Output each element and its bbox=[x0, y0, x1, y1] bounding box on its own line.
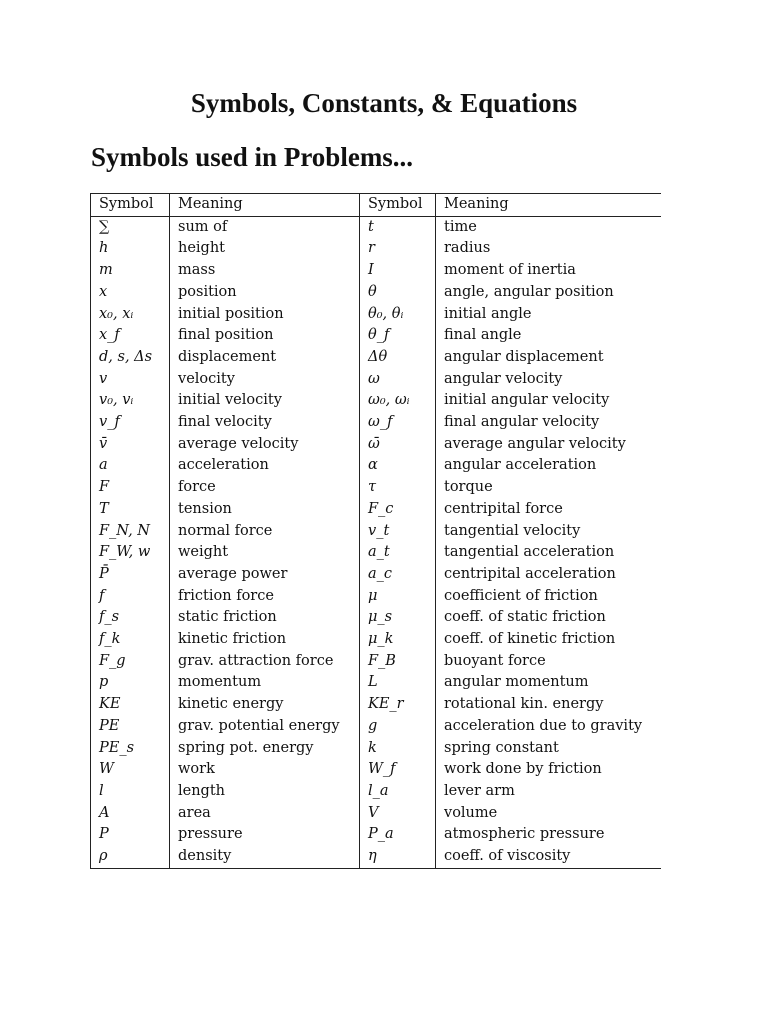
table-body bbox=[91, 216, 661, 868]
cell-symbol-1: PE_s bbox=[91, 738, 170, 760]
table-row bbox=[91, 412, 661, 434]
cell-symbol-2: I bbox=[360, 260, 436, 282]
cell-symbol-1: v_f bbox=[91, 412, 170, 434]
cell-symbol-1: P bbox=[91, 824, 170, 846]
cell-symbol-2: t bbox=[360, 216, 436, 238]
cell-symbol-1: KE bbox=[91, 694, 170, 716]
cell-meaning-1: pressure bbox=[170, 824, 360, 846]
table-row bbox=[91, 434, 661, 456]
cell-meaning-1: static friction bbox=[170, 607, 360, 629]
cell-symbol-2: θ₀, θᵢ bbox=[360, 304, 436, 326]
cell-symbol-2: θ bbox=[360, 282, 436, 304]
cell-meaning-1: force bbox=[170, 477, 360, 499]
cell-meaning-2: coefficient of friction bbox=[444, 587, 598, 604]
cell-symbol-1: d, s, Δs bbox=[91, 347, 170, 369]
cell-meaning-1: grav. attraction force bbox=[170, 651, 360, 673]
cell-meaning-1: grav. potential energy bbox=[170, 716, 360, 738]
cell-meaning-1: tension bbox=[170, 499, 360, 521]
cell-meaning-2: volume bbox=[444, 804, 498, 821]
cell-symbol-2: r bbox=[360, 238, 436, 260]
cell-meaning-1: initial velocity bbox=[170, 390, 360, 412]
cell-meaning-1: sum of bbox=[170, 216, 360, 238]
table-row bbox=[91, 260, 661, 282]
cell-meaning-2: angular momentum bbox=[444, 674, 589, 691]
table-row bbox=[91, 738, 661, 760]
cell-symbol-1: f bbox=[91, 586, 170, 608]
cell-meaning-2: average angular velocity bbox=[444, 435, 626, 452]
cell-meaning-2: angle, angular position bbox=[444, 283, 614, 300]
header-meaning-1: Meaning bbox=[170, 194, 360, 217]
cell-symbol-1: a bbox=[91, 455, 170, 477]
cell-symbol-1: PE bbox=[91, 716, 170, 738]
cell-symbol-2: α bbox=[360, 455, 436, 477]
cell-symbol-2: τ bbox=[360, 477, 436, 499]
cell-meaning-1: velocity bbox=[170, 369, 360, 391]
cell-meaning-1: average power bbox=[170, 564, 360, 586]
header-symbol-1: Symbol bbox=[91, 194, 170, 217]
table-row bbox=[91, 282, 661, 304]
table-row bbox=[91, 216, 661, 238]
cell-meaning-2: spring constant bbox=[444, 739, 559, 756]
cell-meaning-2: angular velocity bbox=[444, 370, 563, 387]
cell-meaning-1: length bbox=[170, 781, 360, 803]
cell-meaning-1: average velocity bbox=[170, 434, 360, 456]
cell-meaning-2: buoyant force bbox=[444, 652, 546, 669]
cell-symbol-1: f_k bbox=[91, 629, 170, 651]
symbols-table bbox=[90, 193, 661, 869]
table-row bbox=[91, 521, 661, 543]
cell-meaning-2: atmospheric pressure bbox=[444, 826, 605, 843]
cell-meaning-2: moment of inertia bbox=[444, 262, 576, 279]
cell-symbol-2: θ_f bbox=[360, 325, 436, 347]
cell-symbol-1: x bbox=[91, 282, 170, 304]
cell-meaning-2: radius bbox=[444, 240, 491, 257]
cell-meaning-2: angular acceleration bbox=[444, 457, 597, 474]
cell-meaning-1: final position bbox=[170, 325, 360, 347]
cell-symbol-2: ω bbox=[360, 369, 436, 391]
cell-symbol-1: v bbox=[91, 369, 170, 391]
cell-symbol-1: ρ bbox=[91, 846, 170, 868]
cell-meaning-2: acceleration due to gravity bbox=[444, 717, 643, 734]
cell-meaning-1: work bbox=[170, 759, 360, 781]
cell-meaning-2: initial angle bbox=[444, 305, 532, 322]
table-row bbox=[91, 694, 661, 716]
table-row bbox=[91, 564, 661, 586]
cell-meaning-2: centripital force bbox=[444, 500, 563, 517]
header-symbol-2: Symbol bbox=[360, 194, 436, 217]
cell-meaning-2: tangential acceleration bbox=[444, 544, 615, 561]
table-row bbox=[91, 542, 661, 564]
cell-meaning-2: centripital acceleration bbox=[444, 565, 616, 582]
table-row bbox=[91, 369, 661, 391]
cell-meaning-1: mass bbox=[170, 260, 360, 282]
cell-symbol-1: F bbox=[91, 477, 170, 499]
cell-symbol-1: x_f bbox=[91, 325, 170, 347]
table-row bbox=[91, 607, 661, 629]
cell-meaning-1: density bbox=[170, 846, 360, 868]
table-row bbox=[91, 304, 661, 326]
cell-symbol-2: F_c bbox=[360, 499, 436, 521]
cell-meaning-1: kinetic friction bbox=[170, 629, 360, 651]
cell-symbol-2: V bbox=[360, 803, 436, 825]
cell-symbol-2: η bbox=[360, 846, 436, 868]
cell-symbol-1: l bbox=[91, 781, 170, 803]
table-header-row bbox=[91, 194, 661, 217]
cell-meaning-2: work done by friction bbox=[444, 761, 602, 778]
cell-meaning-2: coeff. of viscosity bbox=[444, 848, 571, 865]
cell-symbol-2: μ_k bbox=[360, 629, 436, 651]
cell-meaning-2: coeff. of static friction bbox=[444, 609, 606, 626]
table-row bbox=[91, 325, 661, 347]
cell-meaning-1: kinetic energy bbox=[170, 694, 360, 716]
cell-meaning-2: angular displacement bbox=[444, 348, 604, 365]
cell-symbol-1: F_N, N bbox=[91, 521, 170, 543]
cell-symbol-1: A bbox=[91, 803, 170, 825]
header-meaning-2: Meaning bbox=[436, 194, 661, 217]
cell-symbol-2: F_B bbox=[360, 651, 436, 673]
cell-meaning-2: time bbox=[444, 218, 477, 235]
table-row bbox=[91, 651, 661, 673]
cell-meaning-2: final angle bbox=[444, 327, 522, 344]
table-row bbox=[91, 716, 661, 738]
cell-symbol-1: m bbox=[91, 260, 170, 282]
section-title: Symbols used in Problems... bbox=[91, 142, 414, 172]
cell-symbol-2: ω̄ bbox=[360, 434, 436, 456]
cell-symbol-1: F_W, w bbox=[91, 542, 170, 564]
table-row bbox=[91, 824, 661, 846]
cell-meaning-1: acceleration bbox=[170, 455, 360, 477]
cell-symbol-2: μ bbox=[360, 586, 436, 608]
table-row bbox=[91, 455, 661, 477]
table-row bbox=[91, 781, 661, 803]
cell-symbol-1: v₀, vᵢ bbox=[91, 390, 170, 412]
cell-symbol-2: L bbox=[360, 672, 436, 694]
cell-symbol-1: T bbox=[91, 499, 170, 521]
table-row bbox=[91, 347, 661, 369]
table-row bbox=[91, 477, 661, 499]
cell-meaning-1: displacement bbox=[170, 347, 360, 369]
cell-meaning-1: spring pot. energy bbox=[170, 738, 360, 760]
table-row bbox=[91, 759, 661, 781]
cell-meaning-2: lever arm bbox=[444, 782, 515, 799]
cell-symbol-2: v_t bbox=[360, 521, 436, 543]
table-row bbox=[91, 672, 661, 694]
table-row bbox=[91, 846, 661, 868]
page-title: Symbols, Constants, & Equations bbox=[190, 88, 578, 118]
table-row bbox=[91, 586, 661, 608]
cell-meaning-2: tangential velocity bbox=[444, 522, 581, 539]
cell-symbol-2: k bbox=[360, 738, 436, 760]
cell-symbol-2: Δθ bbox=[360, 347, 436, 369]
cell-symbol-1: x₀, xᵢ bbox=[91, 304, 170, 326]
cell-symbol-1: v̄ bbox=[91, 434, 170, 456]
cell-meaning-2: final angular velocity bbox=[444, 414, 600, 431]
cell-symbol-2: W_f bbox=[360, 759, 436, 781]
cell-symbol-2: a_t bbox=[360, 542, 436, 564]
cell-symbol-1: F_g bbox=[91, 651, 170, 673]
cell-meaning-1: initial position bbox=[170, 304, 360, 326]
cell-meaning-1: weight bbox=[170, 542, 360, 564]
cell-meaning-1: momentum bbox=[170, 672, 360, 694]
cell-meaning-1: normal force bbox=[170, 521, 360, 543]
cell-meaning-1: height bbox=[170, 238, 360, 260]
cell-symbol-1: W bbox=[91, 759, 170, 781]
cell-symbol-2: KE_r bbox=[360, 694, 436, 716]
cell-symbol-1: P̄ bbox=[91, 564, 170, 586]
table-row bbox=[91, 803, 661, 825]
cell-meaning-2: coeff. of kinetic friction bbox=[444, 631, 616, 648]
cell-meaning-1: final velocity bbox=[170, 412, 360, 434]
table-row bbox=[91, 390, 661, 412]
cell-symbol-1: p bbox=[91, 672, 170, 694]
cell-symbol-2: ω₀, ωᵢ bbox=[360, 390, 436, 412]
cell-meaning-1: friction force bbox=[170, 586, 360, 608]
cell-symbol-2: ω_f bbox=[360, 412, 436, 434]
cell-symbol-2: a_c bbox=[360, 564, 436, 586]
table-row bbox=[91, 629, 661, 651]
cell-symbol-1: f_s bbox=[91, 607, 170, 629]
cell-meaning-1: area bbox=[170, 803, 360, 825]
cell-symbol-1: ∑ bbox=[91, 216, 170, 238]
cell-meaning-1: position bbox=[170, 282, 360, 304]
cell-symbol-1: h bbox=[91, 238, 170, 260]
cell-symbol-2: g bbox=[360, 716, 436, 738]
table-row bbox=[91, 238, 661, 260]
cell-meaning-2: rotational kin. energy bbox=[444, 696, 604, 713]
cell-symbol-2: P_a bbox=[360, 824, 436, 846]
cell-symbol-2: l_a bbox=[360, 781, 436, 803]
cell-symbol-2: μ_s bbox=[360, 607, 436, 629]
cell-meaning-2: initial angular velocity bbox=[444, 392, 610, 409]
cell-meaning-2: torque bbox=[444, 479, 493, 496]
table-row bbox=[91, 499, 661, 521]
